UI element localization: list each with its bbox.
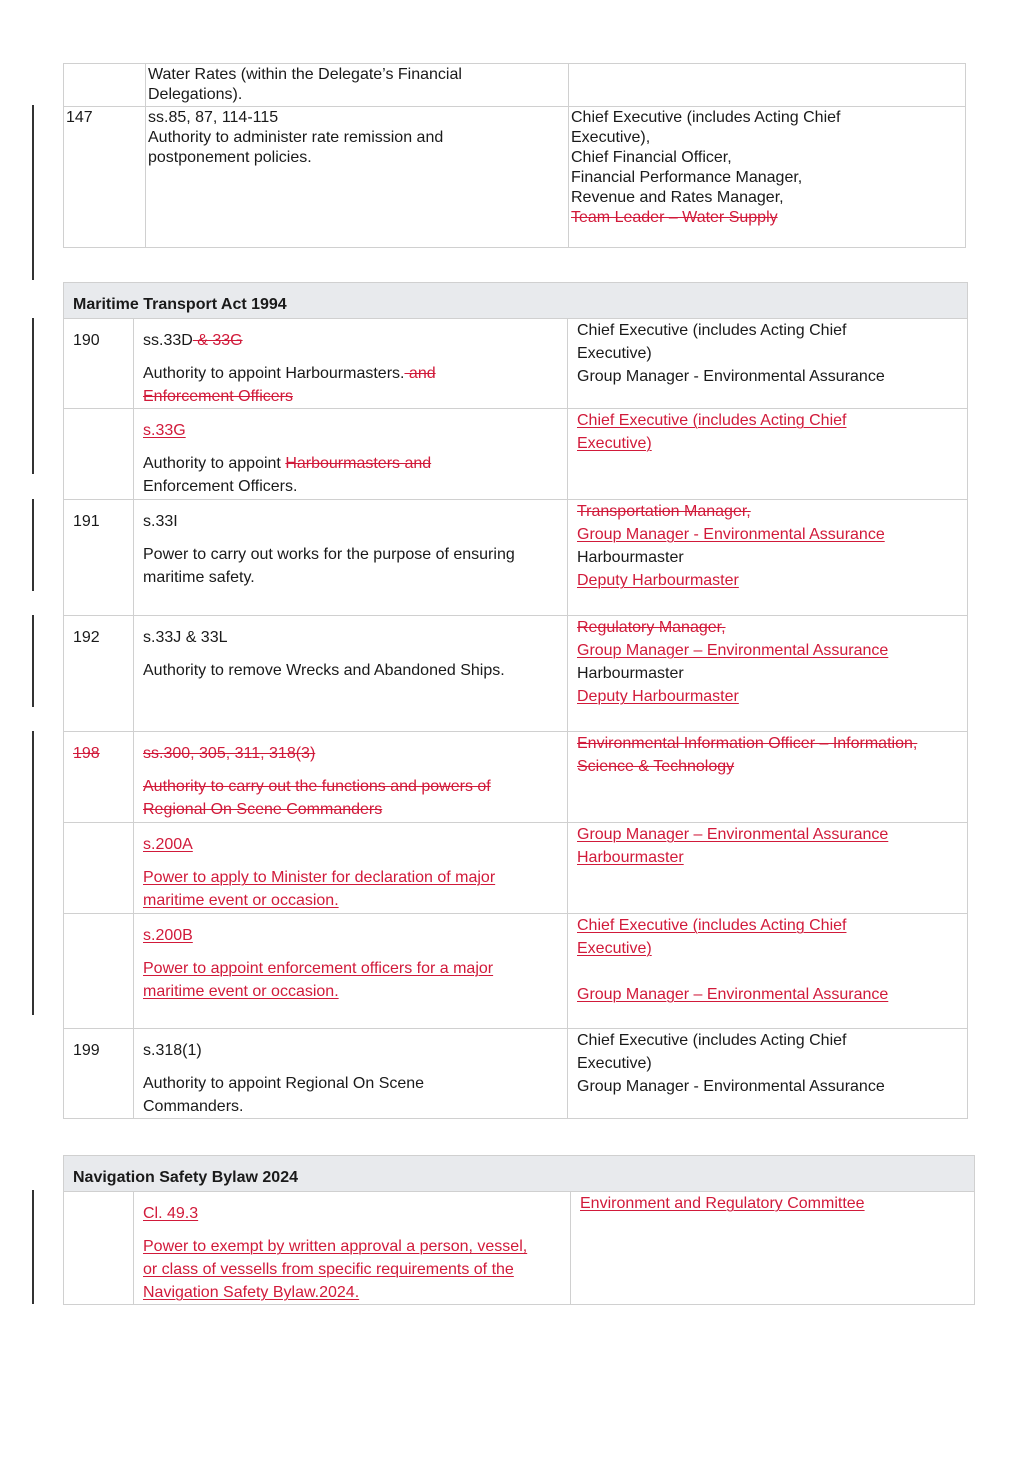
inserted-delegate: Group Manager – Environmental Assurance — [577, 986, 889, 1003]
delegate: Harbourmaster — [577, 665, 684, 682]
deleted-text: Harbourmasters and — [285, 455, 432, 472]
deleted-delegate: Team Leader – Water Supply — [571, 209, 778, 226]
number-cell — [64, 409, 134, 500]
inserted-text: Power to apply to Minister for declaration of major maritime event or occasion. — [143, 869, 496, 909]
table-row — [64, 914, 968, 1029]
table-row — [64, 319, 968, 409]
description-text: Authority to appoint Regional On Scene Commanders. — [143, 1075, 425, 1115]
delegate: Financial Performance Manager, — [571, 169, 803, 186]
table-row — [64, 1192, 975, 1305]
table-row — [64, 823, 968, 914]
change-bar — [32, 615, 34, 707]
delegations-table-navigation — [63, 1155, 975, 1305]
number-cell — [64, 1192, 134, 1305]
delegate: Executive) — [577, 345, 652, 362]
section-ref: s.33I — [143, 513, 178, 530]
inserted-delegate: Chief Executive (includes Acting Chief — [577, 917, 847, 934]
description-text: postponement policies. — [148, 149, 312, 166]
inserted-text: Power to appoint enforcement officers for a major maritime event or occasion. — [143, 960, 494, 1000]
section-ref: ss.33D & 33G — [143, 332, 243, 349]
number-cell — [64, 914, 134, 1029]
item-number: 192 — [73, 629, 100, 646]
description-cell — [146, 107, 569, 248]
delegate: Executive), — [571, 129, 651, 146]
section-title: Maritime Transport Act 1994 — [64, 283, 968, 319]
deleted-delegate: Regulatory Manager, — [577, 619, 726, 636]
delegate: Harbourmaster — [577, 549, 684, 566]
description-cell — [134, 914, 568, 1029]
inserted-section-ref: s.33G — [143, 422, 186, 439]
delegate: Chief Financial Officer, — [571, 149, 732, 166]
description-cell — [134, 732, 568, 823]
description-cell — [134, 1192, 571, 1305]
delegate: Group Manager - Environmental Assurance — [577, 1078, 885, 1095]
deleted-item-number: 198 — [73, 745, 100, 762]
delegate-cell — [568, 616, 968, 732]
section-ref: s.33J & 33L — [143, 629, 228, 646]
description-cell — [134, 823, 568, 914]
inserted-section-ref: s.200B — [143, 927, 193, 944]
change-bar — [32, 318, 34, 474]
change-bar — [32, 499, 34, 591]
description-cell — [134, 409, 568, 500]
delegate-cell — [568, 1029, 968, 1119]
number-cell — [64, 616, 134, 732]
inserted-delegate: Executive) — [577, 940, 652, 957]
table-row — [64, 616, 968, 732]
item-number: 191 — [73, 513, 100, 530]
inserted-delegate: Group Manager – Environmental Assurance — [577, 642, 889, 659]
number-cell — [64, 107, 146, 248]
inserted-delegate: Environment and Regulatory Committee — [580, 1195, 865, 1212]
table-row — [64, 64, 966, 107]
description-cell — [134, 319, 568, 409]
description-text: Authority to appoint Harbourmasters. and Enforcement Officers — [143, 365, 436, 405]
change-bar — [32, 105, 34, 280]
item-number: 199 — [73, 1042, 100, 1059]
description-text: Authority to appoint Harbourmasters and Enforcement Officers. — [143, 455, 432, 495]
table-row — [64, 500, 968, 616]
table-row — [64, 1029, 968, 1119]
number-cell — [64, 732, 134, 823]
table-row — [64, 107, 966, 248]
number-cell — [64, 64, 146, 107]
description-text: Authority to administer rate remission and — [148, 129, 444, 146]
description-cell — [146, 64, 569, 107]
delegations-table-rates — [63, 63, 966, 248]
delegate-cell — [571, 1192, 975, 1305]
delegate: Revenue and Rates Manager, — [571, 189, 784, 206]
inserted-delegate: Executive) — [577, 435, 652, 452]
number-cell — [64, 1029, 134, 1119]
delegate: Chief Executive (includes Acting Chief — [571, 109, 841, 126]
delegate: Chief Executive (includes Acting Chief — [577, 322, 847, 339]
deleted-delegate: Science & Technology — [577, 758, 735, 775]
table-row — [64, 732, 968, 823]
description-text: Authority to remove Wrecks and Abandoned Ships. — [143, 662, 505, 679]
deleted-text: Authority to carry out the functions and powers of Regional On Scene Commanders — [143, 778, 491, 818]
section-ref: ss.85, 87, 114-115 — [148, 109, 279, 126]
item-number: 190 — [73, 332, 100, 349]
inserted-section-ref: s.200A — [143, 836, 193, 853]
delegate-cell — [568, 500, 968, 616]
deleted-text: & 33G — [192, 332, 243, 349]
description-text: Water Rates (within the Delegate’s Financial — [148, 66, 462, 83]
inserted-section-ref: Cl. 49.3 — [143, 1205, 199, 1222]
number-cell — [64, 500, 134, 616]
deleted-delegate: Transportation Manager, — [577, 503, 751, 520]
change-bar — [32, 731, 34, 1015]
section-ref: s.318(1) — [143, 1042, 202, 1059]
number-cell — [64, 319, 134, 409]
delegate-cell — [568, 732, 968, 823]
inserted-delegate: Group Manager - Environmental Assurance — [577, 526, 885, 543]
inserted-delegate: Group Manager – Environmental Assurance — [577, 826, 889, 843]
section-header-row — [64, 1156, 975, 1192]
delegate-cell — [568, 914, 968, 1029]
delegate: Group Manager - Environmental Assurance — [577, 368, 885, 385]
deleted-delegate: Environmental Information Officer – Information, — [577, 735, 918, 752]
inserted-delegate: Harbourmaster — [577, 849, 684, 866]
deleted-text: Enforcement Officers — [143, 388, 293, 405]
inserted-text: Power to exempt by written approval a person, vessel, or class of vessells from specific requirements of the Navigation Safety Bylaw.2024. — [143, 1238, 528, 1301]
table-row — [64, 409, 968, 500]
description-cell — [134, 616, 568, 732]
deleted-text: and — [404, 365, 436, 382]
change-bar — [32, 1190, 34, 1304]
section-title: Navigation Safety Bylaw 2024 — [64, 1156, 975, 1192]
description-text: Power to carry out works for the purpose of ensuring maritime safety. — [143, 546, 515, 586]
inserted-delegate: Deputy Harbourmaster — [577, 688, 739, 705]
description-cell — [134, 1029, 568, 1119]
delegate-cell — [569, 107, 966, 248]
number-cell — [64, 823, 134, 914]
description-text: Delegations). — [148, 86, 243, 103]
delegate-cell — [568, 823, 968, 914]
delegate: Chief Executive (includes Acting Chief — [577, 1032, 847, 1049]
item-number: 147 — [66, 109, 93, 126]
delegate-cell — [568, 409, 968, 500]
description-cell — [134, 500, 568, 616]
section-header-row — [64, 283, 968, 319]
deleted-section-ref: ss.300, 305, 311, 318(3) — [143, 745, 316, 762]
inserted-delegate: Chief Executive (includes Acting Chief — [577, 412, 847, 429]
delegations-table-maritime — [63, 282, 968, 1119]
inserted-delegate: Deputy Harbourmaster — [577, 572, 739, 589]
delegate-cell — [568, 319, 968, 409]
delegate-cell — [569, 64, 966, 107]
delegate: Executive) — [577, 1055, 652, 1072]
